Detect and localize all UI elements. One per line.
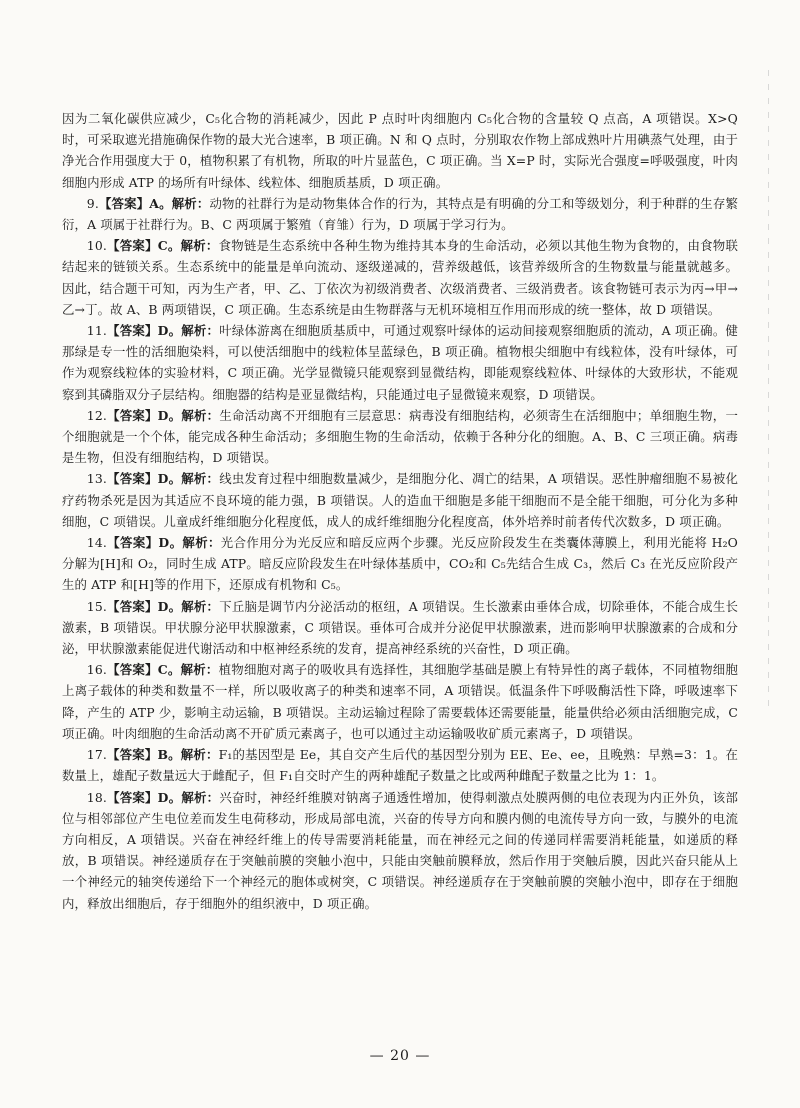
answer-item-14 (62, 532, 738, 596)
analysis-label: 解析： (180, 238, 219, 254)
answer-item-9 (62, 193, 738, 235)
paragraph-text: 动物的社群行为是动物集体合作的行为，其特点是有明确的分工和等级划分，利于种群的生存繁衍，A 项属于社群行为。B、C 两项属于繁殖（育雏）行为，D 项属于学习行为。 (62, 195, 738, 233)
page-number: — 20 — (369, 1048, 431, 1064)
answer-item-11 (62, 320, 738, 405)
answer-item-17 (62, 744, 738, 786)
item-number: 15. (86, 598, 107, 614)
analysis-label: 解析： (181, 598, 220, 614)
item-number: 18. (86, 789, 107, 805)
analysis-label: 解析： (180, 662, 219, 678)
item-number: 10. (86, 238, 107, 254)
answer-analysis-page (62, 108, 738, 914)
item-number: 14. (86, 535, 107, 551)
item-number: 12. (86, 407, 107, 423)
answer-label: 【答案】D。 (106, 535, 183, 551)
answer-label: 【答案】D。 (106, 407, 182, 423)
analysis-label: 解析： (180, 747, 219, 763)
answer-item-10 (62, 235, 738, 320)
answer-item-13 (62, 468, 738, 532)
analysis-label: 解析： (181, 789, 220, 805)
answer-label: 【答案】D。 (106, 471, 182, 487)
paragraph-text: 下丘脑是调节内分泌活动的枢纽，A 项错误。生长激素由垂体合成，切除垂体，不能合成生长激素，B 项错误。甲状腺分泌甲状腺激素，C 项错误。垂体可合成并分泌促甲状腺激素，进而影响甲状腺激素的合成和分泌，甲状腺激素能促进代谢活动和中枢神经系统的发育，提高神经系统的兴奋性，D 项正确。 (62, 598, 738, 657)
item-number: 13. (86, 471, 107, 487)
answer-label: 【答案】B。 (106, 747, 181, 763)
item-number: 17. (86, 747, 107, 763)
scan-artifact-line (768, 70, 769, 710)
paragraph-text: 因为二氧化碳供应减少，C₅化合物的消耗减少，因此 P 点时叶肉细胞内 C₅化合物的含量较 Q 点高，A 项错误。X>Q 时，可采取遮光措施确保作物的最大光合速率，B 项正确。N 和 Q 点时，分别取农作物上部成熟叶片用碘蒸气处理，由于净光合作用强度大于 0，植物积累了有机物，所取的叶片显蓝色，C 项正确。当 X=P 时，实际光合强度=呼吸强度，叶肉细胞内形成 ATP 的场所有叶绿体、线粒体、细胞质基质，D 项正确。 (62, 111, 738, 190)
analysis-label: 解析： (181, 471, 220, 487)
paragraph-text: 线虫发育过程中细胞数量减少，是细胞分化、凋亡的结果，A 项错误。恶性肿瘤细胞不易被化疗药物杀死是因为其适应不良环境的能力强，B 项错误。人的造血干细胞是多能干细胞而不是全能干细胞，可分化为多种细胞，C 项错误。儿童成纤维细胞分化程度低，成人的成纤维细胞分化程度高，体外培养时前者传代次数多，D 项正确。 (62, 471, 738, 529)
analysis-label: 解析： (181, 323, 220, 339)
analysis-label: 解析： (181, 407, 220, 423)
answer-item-16 (62, 659, 738, 744)
answer-label: 【答案】D。 (106, 789, 182, 805)
analysis-label: 解析： (182, 535, 221, 551)
answer-label: 【答案】C。 (106, 662, 181, 678)
paragraph-text: 食物链是生态系统中各种生物为维持其本身的生命活动，必须以其他生物为食物的，由食物联结起来的链锁关系。生态系统中的能量是单向流动、逐级递减的，营养级越低，该营养级所含的生物数量与能量就越多。因此，结合题干可知，丙为生产者，甲、乙、丁依次为初级消费者、次级消费者、三级消费者。该食物链可表示为丙→甲→乙→丁。故 A、B 两项错误，C 项正确。生态系统是由生物群落与无机环境相互作用而形成的统一整体，故 D 项错误。 (62, 238, 738, 317)
item-number: 16. (86, 662, 107, 678)
paragraph-text: 植物细胞对离子的吸收具有选择性，其细胞学基础是膜上有特异性的离子载体，不同植物细胞上离子载体的种类和数量不一样，所以吸收离子的种类和速率不同，A 项错误。低温条件下呼吸酶活性下降，呼吸速率下降，产生的 ATP 少，影响主动运输，B 项错误。主动运输过程除了需要载体还需要能量，能量供给必须由活细胞完成，C 项正确。叶肉细胞的生命活动离不开矿质元素离子，也可以通过主动运输吸收矿质元素离子，D 项错误。 (62, 662, 738, 741)
answer-item-18 (62, 787, 738, 914)
paragraph-text: 叶绿体游离在细胞质基质中，可通过观察叶绿体的运动间接观察细胞质的流动，A 项正确。健那绿是专一性的活细胞染料，可以使活细胞中的线粒体呈蓝绿色，B 项正确。植物根尖细胞中有线粒体，没有叶绿体，可作为观察线粒体的实验材料，C 项正确。光学显微镜只能观察到显微结构，即能观察线粒体、叶绿体的大致形状，不能观察到其磷脂双分子层结构。细胞器的结构是亚显微结构，只能通过电子显微镜来观察，D 项错误。 (62, 323, 738, 402)
item-number: 9. (86, 195, 99, 211)
answer-item-15 (62, 596, 738, 660)
paragraph-text: 光合作用分为光反应和暗反应两个步骤。光反应阶段发生在类囊体薄膜上，利用光能将 H₂O 分解为[H]和 O₂，同时生成 ATP。暗反应阶段发生在叶绿体基质中，CO₂和 C₅先结合生成 C₃，然后 C₃ 在光反应阶段产生的 ATP 和[H]等的作用下，还原成有机物和 C₅。 (62, 535, 738, 593)
answer-label: 【答案】C。 (106, 238, 181, 254)
paragraph-text: 生命活动离不开细胞有三层意思：病毒没有细胞结构，必须寄生在活细胞中；单细胞生物，一个细胞就是一个个体，能完成各种生命活动；多细胞生物的生命活动，依赖于各种分化的细胞。A、B、C 三项正确。病毒是生物，但没有细胞结构，D 项错误。 (62, 407, 738, 466)
paragraph-text: F₁的基因型是 Ee，其自交产生后代的基因型分别为 EE、Ee、ee，且晚熟：早熟=3：1。在数量上，雄配子数量远大于雌配子，但 F₁自交时产生的两种雄配子数量之比或两种雌配子数量之比为 1：1。 (62, 747, 738, 784)
analysis-label: 解析： (171, 195, 210, 211)
paragraph-text: 兴奋时，神经纤维膜对钠离子通透性增加，使得刺激点处膜两侧的电位表现为内正外负，该部位与相邻部位产生电位差而发生电荷移动，形成局部电流，兴奋的传导方向和膜内侧的电流传导方向一致，与膜外的电流方向相反，A 项错误。兴奋在神经纤维上的传导需要消耗能量，而在神经元之间的传递同样需要消耗能量，如递质的释放，B 项错误。神经递质存在于突触前膜的突触小泡中，只能由突触前膜释放，然后作用于突触后膜，因此兴奋只能从上一个神经元的轴突传递给下一个神经元的胞体或树突，C 项错误。神经递质存在于突触前膜的突触小泡中，即存在于细胞内，释放出细胞后，存于细胞外的组织液中，D 项正确。 (62, 789, 738, 911)
answer-label: 【答案】D。 (106, 598, 182, 614)
answer-item-12 (62, 405, 738, 469)
item-number: 11. (86, 323, 107, 339)
answer-label: 【答案】A。 (98, 195, 172, 211)
answer-label: 【答案】D。 (106, 323, 182, 339)
paragraph-continuation (62, 108, 738, 193)
